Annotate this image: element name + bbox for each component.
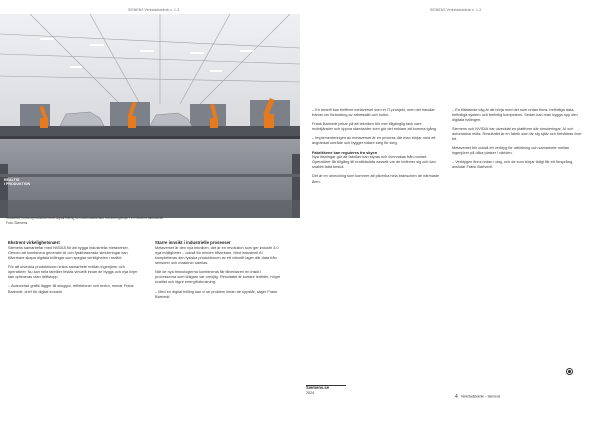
paragraph: – Verktygen finns redan i dag, och de som börjar tidigt får ett försprång, avslutar Frank Bartvedt. [452, 160, 574, 170]
caption-line2: Foto: Siemens [6, 220, 28, 225]
photo-caption [6, 216, 298, 225]
end-mark-icon [566, 368, 573, 375]
factory-photo [0, 14, 300, 218]
paragraph: – En tilltalande väg är att börja med det som redan finns: befintliga data, befintliga system och befintlig kompetens. Sedan kan man bygga upp den digitala tvillingen. [452, 108, 578, 123]
photo-tag [4, 178, 30, 186]
paragraph: – Med en digital tvilling kan vi se problem innan de uppstår, säger Frank Bartvedt. [155, 289, 278, 299]
paragraph: – Avancerad grafik lägger till skuggor, reflektioner och textur, menar Frank Bartvedt, chef för digital industri. [8, 284, 134, 294]
footer-issue: 2024 [306, 390, 314, 395]
section-heading: Starre innsikt i industrielle prosesser [155, 240, 231, 245]
paragraph: Nya lösningar gör att fabriker kan styras och övervakas från molnet. Operatörer får tillgång till realtidsdata oavsett var de befinner sig och kan snabbt fatta beslut. [312, 155, 436, 170]
footer-right [455, 394, 500, 400]
paragraph: – En bedrift kan trefferet metaverset som et IT-prosjekt, men det handlar främst om förändring av arbetssätt och kultur. [312, 108, 435, 118]
paragraph: Frank Bartvedt pekar på att tekniken blir mer tillgänglig tack vare molntjänster och öppna standarder som gör det enklare att komma igång. [312, 122, 437, 132]
page-number: 4 [455, 394, 458, 400]
paragraph: – Implementeringen av metaverset är en process där man börjar med ett avgränsat område och bygger vidare steg för steg. [312, 136, 436, 146]
paragraph: Det är en utveckling som kommer att påverka hela branschen de närmaste åren. [312, 174, 440, 184]
article-column-4 [452, 108, 582, 174]
paragraph: Siemens samarbetar med NVIDIA för att bygga industriella metaverser. Genom att kombinera generativ AI och fysikbaserade simuleringar kan tillverkare skapa digitala tvillingar som speglar verkligheten i realtid. [8, 246, 129, 261]
article-column-2 [155, 240, 283, 304]
factory-illustration [0, 14, 300, 218]
paragraph: Metaverset är den nya tekniken, det är en revolution som ger industri 4.0 nya möjligheter – också för mindre tillverkare. Med industriell AI kompletteras den fysiska produktionen av ett virtuellt lager där data från sensorer och maskiner samlas. [155, 246, 279, 266]
paragraph: När de nya teknologierna kombineras får tillverkaren en insikt i processerna som tidigare var omöjlig. Resultatet är kortare ledtider, högre kvalitet och lägre energiförbrukning. [155, 270, 281, 285]
footer-right-text: Verkstadsteknik – Siemens [460, 394, 501, 399]
paragraph: Metaverset blir också ett verktyg för utbildning och samarbete mellan ingenjörer på olika platser i världen. [452, 146, 570, 156]
footer-left [306, 386, 329, 395]
section-subheading: Fabrikkene kan reguleres fra skyen [312, 150, 378, 156]
photo-tag-line1: REALTID [4, 178, 20, 182]
footer-brand: Siemens.se [306, 385, 330, 390]
paragraph: För att utveckla produktionen krävs samarbete mellan ingenjörer och operatörer. Nu kan hela fabriker testas virtuellt innan de byggs och nya linjer kan optimeras utan driftstopp. [8, 265, 138, 280]
paragraph: Siemens och NVIDIA har utvecklat en plattform där simuleringar, AI och automation möts. Resultatet är en fabrik som lär sig själv och förbättras över tid. [452, 127, 582, 142]
section-heading: Ekstrent virkelighetsnært [8, 240, 60, 245]
caption-line1: Industriell fordonsproduktion med digital tvilling och automatiserade monteringslinjer i en modern fabrikshall. [6, 216, 164, 220]
article-column-1 [8, 240, 138, 299]
running-header-right: SIEMENS Verkstadsteknik s. 1-3 [430, 8, 482, 12]
running-header-left: SIEMENS Verkstadsteknik s. 1-3 [128, 8, 180, 12]
article-column-3 [312, 108, 440, 189]
photo-tag-line2: I PRODUKTION [4, 182, 31, 187]
